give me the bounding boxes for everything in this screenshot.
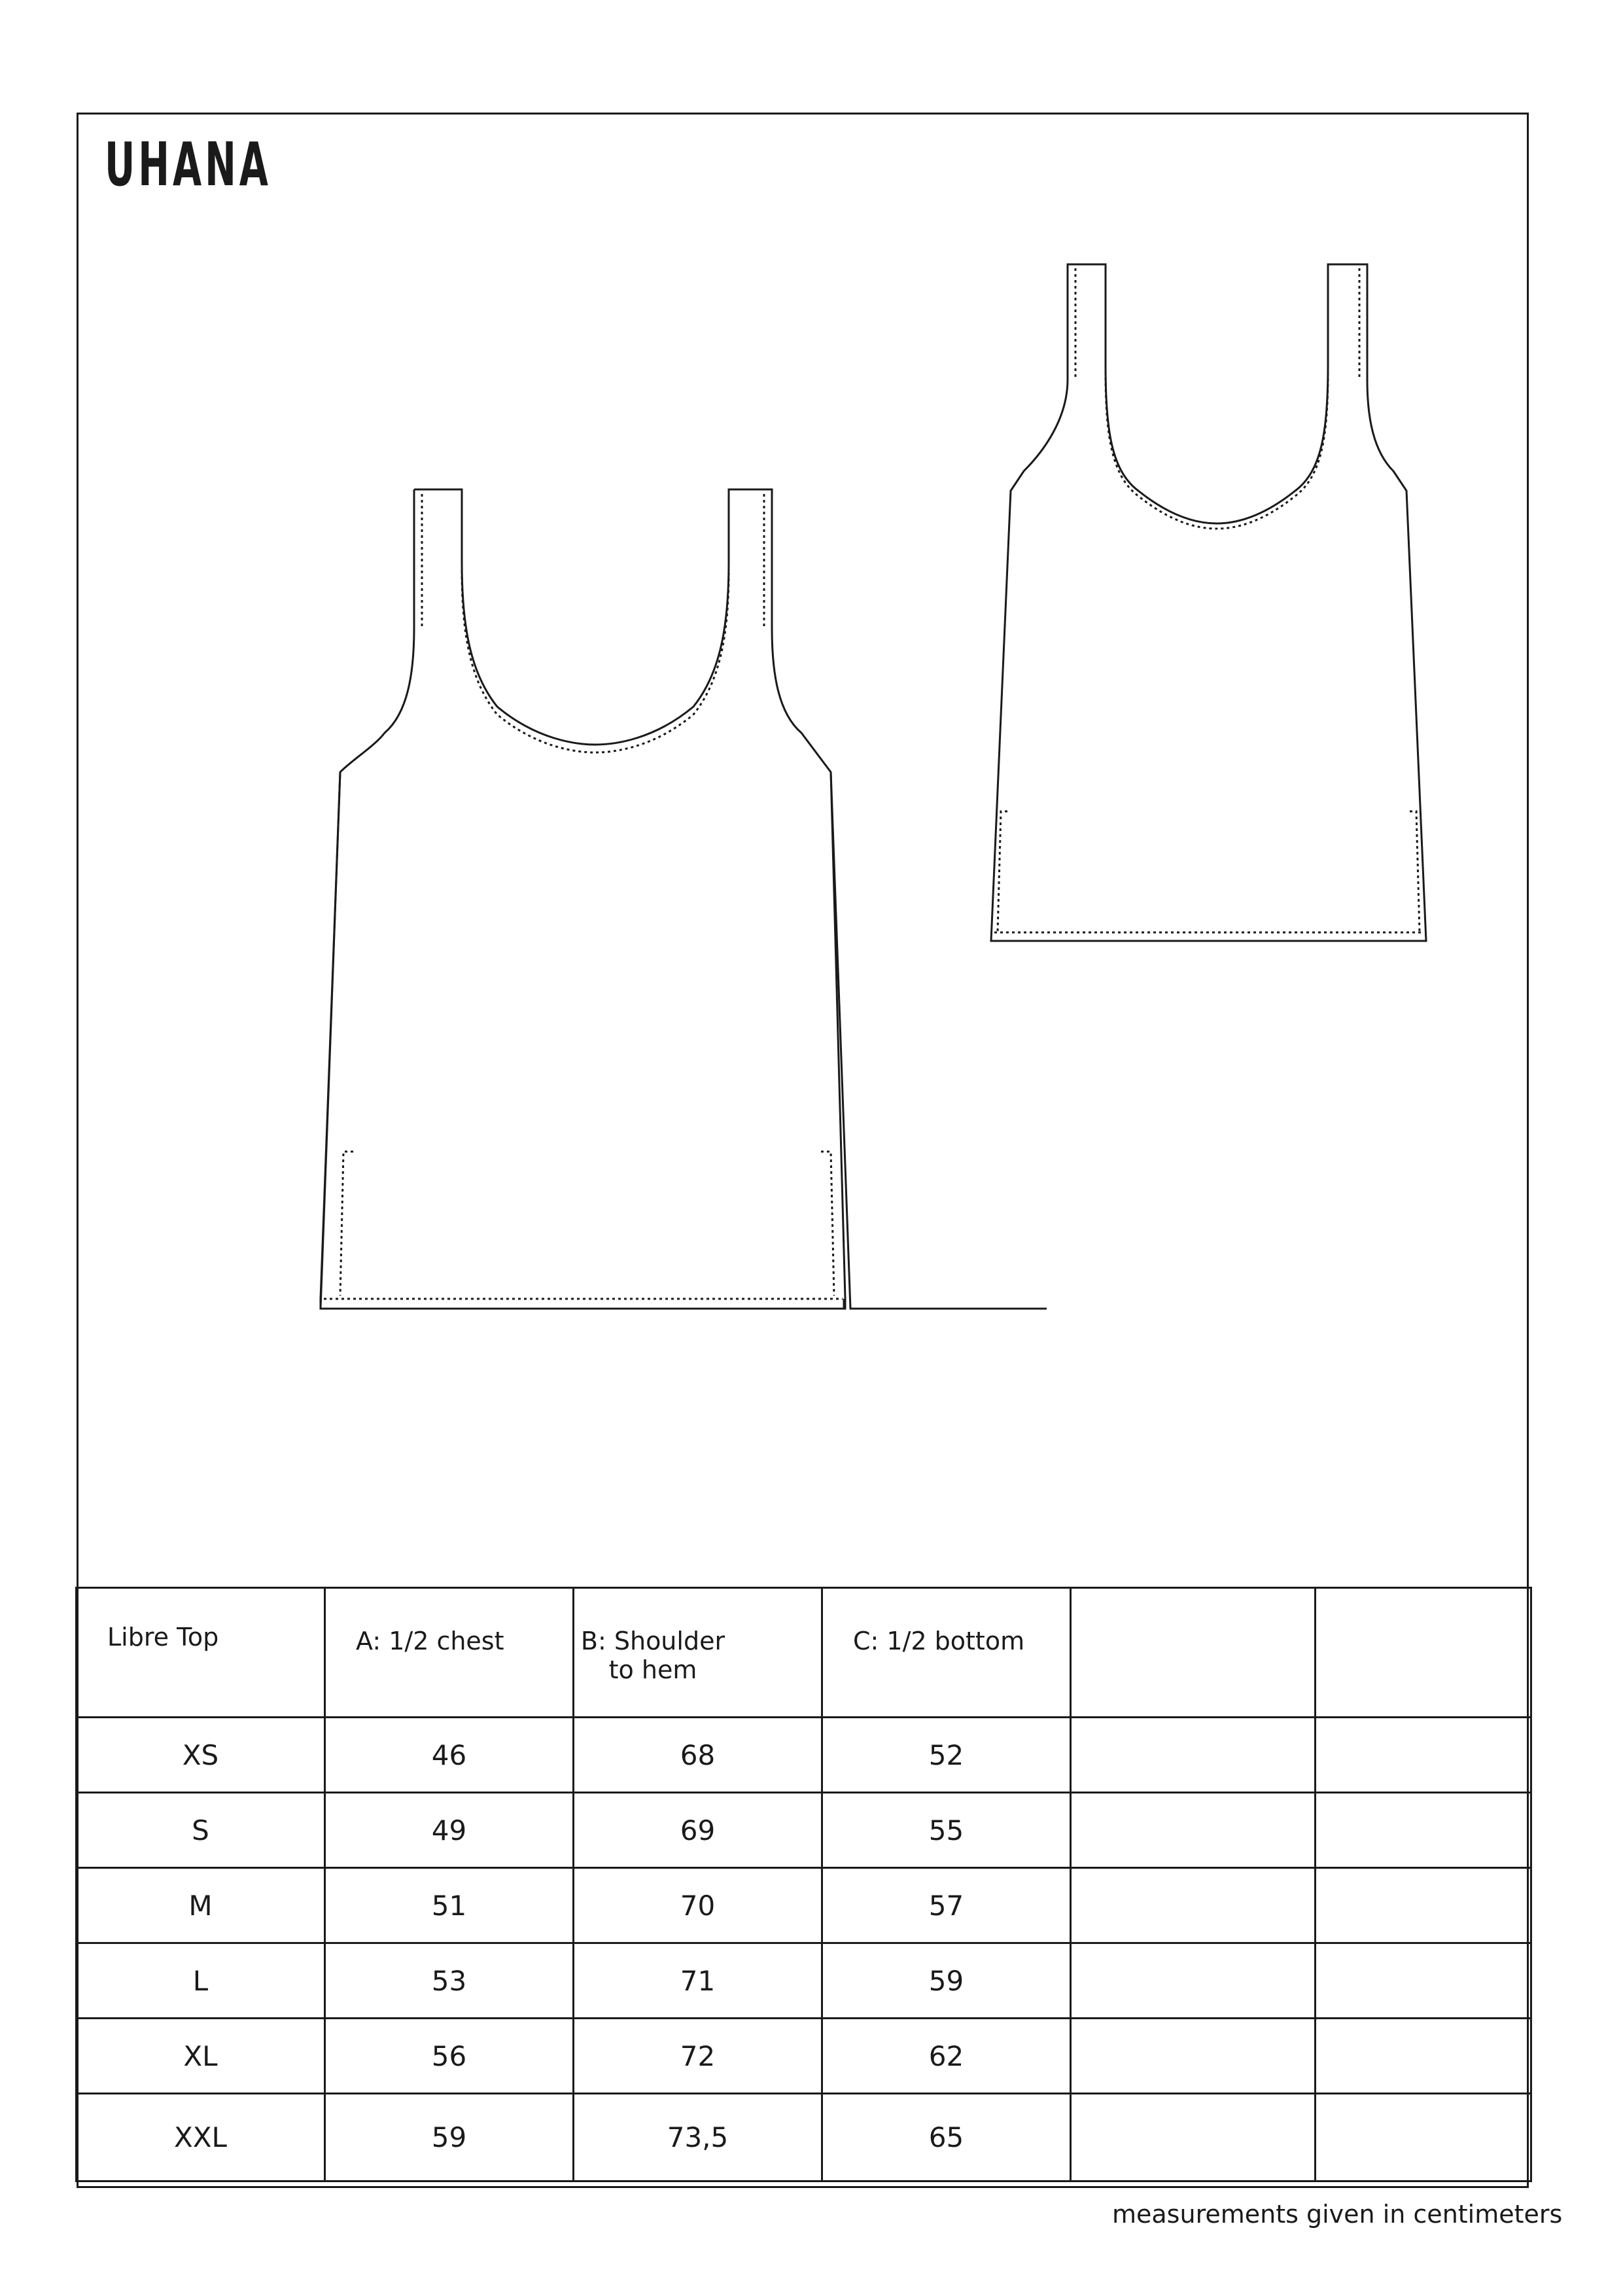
size-cell: M [77,1868,325,1943]
chest-cell: 56 [325,2019,574,2094]
bottom-cell: 52 [822,1718,1071,1793]
length-cell: 73,5 [574,2094,822,2181]
front-view-drawing [321,489,1047,1309]
length-cell: 71 [574,1943,822,2019]
header-bottom: C: 1/2 bottom [822,1588,1071,1718]
empty-cell [1316,1718,1531,1793]
empty-cell [1071,1793,1316,1868]
bottom-cell: 57 [822,1868,1071,1943]
length-cell: 69 [574,1793,822,1868]
empty-cell [1316,2094,1531,2181]
bottom-cell: 59 [822,1943,1071,2019]
table-row [77,1943,1531,2019]
header-product-name: Libre Top [77,1588,325,1718]
table-row [77,1718,1531,1793]
header-empty-2 [1316,1588,1531,1718]
brand-logo: UHANA [105,130,271,200]
length-cell: 68 [574,1718,822,1793]
back-view-drawing [991,264,1426,941]
table-row [77,1868,1531,1943]
bottom-cell: 62 [822,2019,1071,2094]
size-cell: XS [77,1718,325,1793]
header-empty-1 [1071,1588,1316,1718]
chest-cell: 51 [325,1868,574,1943]
empty-cell [1071,1868,1316,1943]
length-cell: 70 [574,1868,822,1943]
measurement-unit-note: measurements given in centimeters [1112,2200,1563,2229]
empty-cell [1071,2019,1316,2094]
chest-cell: 46 [325,1718,574,1793]
header-shoulder-to-hem [574,1588,822,1718]
empty-cell [1316,1793,1531,1868]
empty-cell [1316,2019,1531,2094]
bottom-cell: 65 [822,2094,1071,2181]
chest-cell: 49 [325,1793,574,1868]
size-cell: L [77,1943,325,2019]
empty-cell [1071,1718,1316,1793]
chest-cell: 53 [325,1943,574,2019]
table-row [77,2094,1531,2181]
table-header-row [77,1588,1531,1718]
table-row [77,1793,1531,1868]
empty-cell [1316,1868,1531,1943]
size-chart-table [75,1587,1532,2182]
header-chest: A: 1/2 chest [325,1588,574,1718]
table-row [77,2019,1531,2094]
bottom-cell: 55 [822,1793,1071,1868]
size-cell: XXL [77,2094,325,2181]
chest-cell: 59 [325,2094,574,2181]
empty-cell [1071,2094,1316,2181]
header-shoulder-to-hem-text: B: Shoulder to hem [580,1627,725,1684]
length-cell: 72 [574,2019,822,2094]
empty-cell [1071,1943,1316,2019]
size-cell: S [77,1793,325,1868]
size-cell: XL [77,2019,325,2094]
empty-cell [1316,1943,1531,2019]
